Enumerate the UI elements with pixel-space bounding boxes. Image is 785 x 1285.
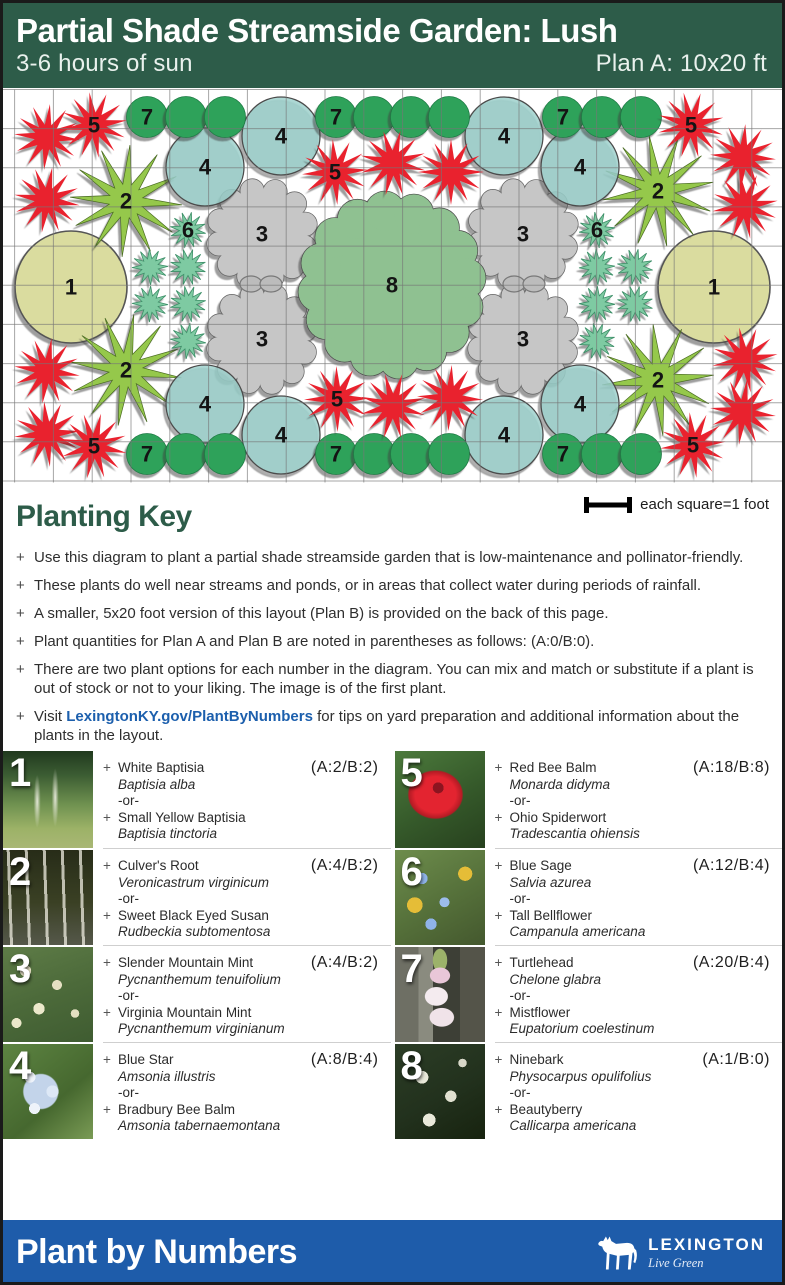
diagram-plant-number: 3	[516, 221, 530, 247]
plus-bullet-icon: +	[494, 907, 503, 923]
planting-key-heading: Planting Key	[16, 500, 192, 533]
key-bullet	[16, 707, 769, 745]
plus-bullet-icon: +	[103, 760, 111, 775]
diagram-plant-number: 3	[255, 326, 269, 352]
plant-option	[495, 1005, 783, 1022]
plant-option	[495, 810, 783, 827]
key-bullet-text: Plant quantities for Plan A and Plan B are noted in parentheses as follows: (A:0/B:0).	[34, 633, 595, 650]
plant-row	[395, 751, 783, 848]
horse-icon	[594, 1233, 638, 1273]
plant-latin-name: Baptisia alba	[118, 776, 196, 792]
key-bullet	[16, 548, 769, 567]
plus-bullet-icon: +	[103, 858, 111, 873]
plant-row	[395, 945, 783, 1042]
plant-common-name: Culver's Root	[118, 858, 199, 873]
plus-bullet-icon: +	[103, 1101, 111, 1117]
plant-photo	[3, 751, 93, 848]
plant-by-numbers-link[interactable]: LexingtonKY.gov/PlantByNumbers	[66, 708, 313, 725]
or-separator: -or-	[509, 1085, 531, 1100]
plus-bullet-icon: +	[494, 1101, 503, 1117]
plant-options	[495, 945, 783, 1042]
plus-bullet-icon: +	[16, 708, 25, 725]
plant-row	[395, 1042, 783, 1139]
plant-number: 1	[9, 751, 32, 795]
plant-photo	[395, 751, 485, 848]
lexington-logo	[594, 1233, 765, 1273]
plus-bullet-icon: +	[494, 760, 503, 775]
plus-bullet-icon: +	[494, 1004, 503, 1020]
page-title: Partial Shade Streamside Garden: Lush	[16, 12, 618, 49]
plant-options	[495, 848, 783, 945]
plant-latin-name: Amsonia illustris	[118, 1068, 216, 1084]
or-separator: -or-	[509, 988, 531, 1003]
plant-photo	[3, 850, 93, 945]
diagram-plant-number: 7	[329, 104, 343, 130]
plant-latin-name: Chelone glabra	[509, 971, 602, 987]
plan-size-subtitle: Plan A: 10x20 ft	[595, 50, 767, 77]
plant-latin-name: Campanula americana	[509, 924, 646, 939]
diagram-plant-number: 7	[140, 104, 154, 130]
diagram-plant-number: 5	[87, 433, 101, 459]
plant-row	[3, 751, 391, 848]
scale-bar-icon	[584, 497, 632, 513]
plus-bullet-icon: +	[16, 661, 25, 678]
diagram-plant-number: 3	[516, 326, 530, 352]
or-separator: -or-	[118, 1085, 139, 1100]
diagram-plant-number: 4	[497, 422, 511, 448]
plant-latin-name: Physocarpus opulifolius	[509, 1068, 652, 1084]
plant-latin-name: Veronicastrum virginicum	[118, 874, 270, 890]
plus-bullet-icon: +	[103, 1004, 111, 1020]
plant-photo	[3, 947, 93, 1042]
plant-latin-name: Amsonia tabernaemontana	[118, 1118, 281, 1133]
key-bullet	[16, 576, 769, 595]
plant-number: 2	[9, 850, 32, 894]
planting-key-section	[0, 484, 785, 751]
plant-common-name: Ninebark	[509, 1052, 564, 1067]
key-bullet-text: There are two plant options for each number in the diagram. You can mix and match or substitute if a plant is out of stock or not to your liking. The image is of the first plant.	[34, 661, 754, 697]
scale-label: each square=1 foot	[640, 496, 769, 513]
diagram-plant-number: 4	[274, 422, 288, 448]
garden-diagram	[0, 88, 785, 484]
diagram-plant-number: 8	[385, 272, 399, 298]
plant-latin-name: Callicarpa americana	[509, 1118, 637, 1133]
plant-quantity: (A:18/B:8)	[692, 759, 770, 776]
plant-common-name: Mistflower	[509, 1004, 571, 1020]
key-bullet	[16, 660, 769, 698]
plant-common-name: Sweet Black Eyed Susan	[118, 907, 269, 923]
plant-options	[495, 1042, 783, 1139]
plus-bullet-icon: +	[494, 858, 503, 873]
plant-number: 6	[400, 850, 423, 894]
diagram-plant-number: 4	[274, 123, 288, 149]
plant-options	[103, 751, 391, 848]
brand-name: LEXINGTON	[648, 1234, 765, 1254]
key-bullet	[16, 632, 769, 651]
key-bullet	[16, 604, 769, 623]
plant-latin-name: Pycnanthemum virginianum	[118, 1021, 285, 1036]
diagram-plant-number: 4	[497, 123, 511, 149]
plant-common-name: Slender Mountain Mint	[118, 955, 254, 970]
brand-tagline: Live Green	[648, 1255, 704, 1270]
diagram-plant-number: 5	[330, 386, 344, 412]
diagram-plant-number: 2	[119, 357, 133, 383]
plant-number: 4	[9, 1044, 32, 1088]
plant-option	[103, 810, 391, 827]
plant-option	[103, 1102, 391, 1119]
plus-bullet-icon: +	[103, 907, 111, 923]
diagram-plant-number: 2	[651, 367, 665, 393]
or-separator: -or-	[118, 891, 139, 906]
diagram-plant-number: 7	[556, 104, 570, 130]
plant-photo	[395, 947, 485, 1042]
plant-common-name: White Baptisia	[118, 760, 205, 775]
plant-latin-name: Baptisia tinctoria	[118, 826, 218, 841]
plus-bullet-icon: +	[16, 549, 25, 566]
plant-number: 7	[400, 947, 423, 991]
plus-bullet-icon: +	[494, 809, 503, 825]
plant-common-name: Beautyberry	[509, 1101, 583, 1117]
plus-bullet-icon: +	[16, 605, 25, 622]
diagram-plant-number: 6	[181, 217, 195, 243]
plant-quantity: (A:2/B:2)	[310, 759, 379, 776]
diagram-plant-number: 6	[590, 217, 604, 243]
plant-quantity: (A:8/B:4)	[310, 1051, 379, 1068]
diagram-plant-number: 4	[198, 391, 212, 417]
plant-number: 8	[400, 1044, 423, 1088]
plant-latin-name: Eupatorium coelestinum	[509, 1021, 655, 1036]
plant-common-name: Blue Star	[118, 1052, 174, 1067]
plant-options	[103, 848, 391, 945]
diagram-plant-number: 2	[651, 178, 665, 204]
plant-latin-name: Pycnanthemum tenuifolium	[118, 971, 281, 987]
sun-hours-subtitle: 3-6 hours of sun	[16, 50, 193, 77]
diagram-plant-number: 4	[573, 154, 587, 180]
plant-photo	[395, 1044, 485, 1139]
diagram-plant-number: 3	[255, 221, 269, 247]
plant-latin-name: Tradescantia ohiensis	[509, 826, 640, 841]
diagram-plant-number: 4	[198, 154, 212, 180]
plant-row	[395, 848, 783, 945]
plant-common-name: Ohio Spiderwort	[509, 809, 607, 825]
diagram-plant-number: 4	[573, 391, 587, 417]
plant-common-name: Bradbury Bee Balm	[118, 1101, 236, 1117]
or-separator: -or-	[509, 891, 531, 906]
diagram-plant-number: 5	[686, 432, 700, 458]
key-bullet-text: Visit LexingtonKY.gov/PlantByNumbers for tips on yard preparation and additional information about the plants in the layout.	[34, 708, 740, 744]
plant-photo	[3, 1044, 93, 1139]
diagram-plant-number: 1	[707, 274, 721, 300]
diagram-plant-number: 1	[64, 274, 78, 300]
page-header	[0, 3, 785, 88]
plus-bullet-icon: +	[16, 577, 25, 594]
plant-photo	[395, 850, 485, 945]
plant-option	[103, 908, 391, 925]
plant-option	[495, 1102, 783, 1119]
plant-latin-name: Monarda didyma	[509, 776, 611, 792]
plant-options	[103, 1042, 391, 1139]
plant-options	[103, 945, 391, 1042]
plant-quantity: (A:4/B:2)	[310, 857, 379, 874]
plant-table	[3, 751, 782, 1143]
plant-latin-name: Rudbeckia subtomentosa	[118, 924, 271, 939]
page-footer	[0, 1220, 785, 1285]
plant-common-name: Small Yellow Baptisia	[118, 809, 246, 825]
plant-quantity: (A:4/B:2)	[310, 954, 379, 971]
or-separator: -or-	[509, 793, 531, 808]
plant-latin-name: Salvia azurea	[509, 874, 592, 890]
key-bullet-text: These plants do well near streams and ponds, or in areas that collect water during periods of rainfall.	[34, 577, 702, 594]
plant-quantity: (A:1/B:0)	[702, 1051, 770, 1068]
diagram-plant-number: 5	[328, 159, 342, 185]
plant-option	[495, 908, 783, 925]
key-bullets	[16, 548, 769, 745]
diagram-plant-number: 5	[684, 112, 698, 138]
plant-number: 3	[9, 947, 32, 991]
key-bullet-text: Use this diagram to plant a partial shade streamside garden that is low-maintenance and pollinator-friendly.	[34, 549, 744, 566]
diagram-plant-number: 7	[329, 441, 343, 467]
plus-bullet-icon: +	[103, 809, 111, 825]
plant-row	[3, 848, 391, 945]
plant-common-name: Red Bee Balm	[509, 760, 597, 775]
plus-bullet-icon: +	[103, 1052, 111, 1067]
scale-legend	[584, 496, 769, 513]
plant-common-name: Virginia Mountain Mint	[118, 1004, 252, 1020]
diagram-plant-number: 5	[87, 112, 101, 138]
plus-bullet-icon: +	[103, 955, 111, 970]
plant-option	[103, 1005, 391, 1022]
plant-options	[495, 751, 783, 848]
plant-row	[3, 945, 391, 1042]
plant-quantity: (A:12/B:4)	[692, 857, 770, 874]
plus-bullet-icon: +	[494, 955, 503, 970]
diagram-plant-number: 7	[140, 441, 154, 467]
plus-bullet-icon: +	[494, 1052, 503, 1067]
plant-number: 5	[400, 751, 423, 795]
footer-title: Plant by Numbers	[16, 1233, 298, 1271]
or-separator: -or-	[118, 988, 139, 1003]
or-separator: -or-	[118, 793, 139, 808]
key-bullet-text: A smaller, 5x20 foot version of this layout (Plan B) is provided on the back of this page.	[34, 605, 609, 622]
plus-bullet-icon: +	[16, 633, 25, 650]
plant-row	[3, 1042, 391, 1139]
diagram-plant-number: 7	[556, 441, 570, 467]
diagram-plant-number: 2	[119, 188, 133, 214]
plant-common-name: Tall Bellflower	[509, 907, 593, 923]
plant-quantity: (A:20/B:4)	[692, 954, 770, 971]
plant-common-name: Blue Sage	[509, 858, 572, 873]
plant-common-name: Turtlehead	[509, 955, 574, 970]
